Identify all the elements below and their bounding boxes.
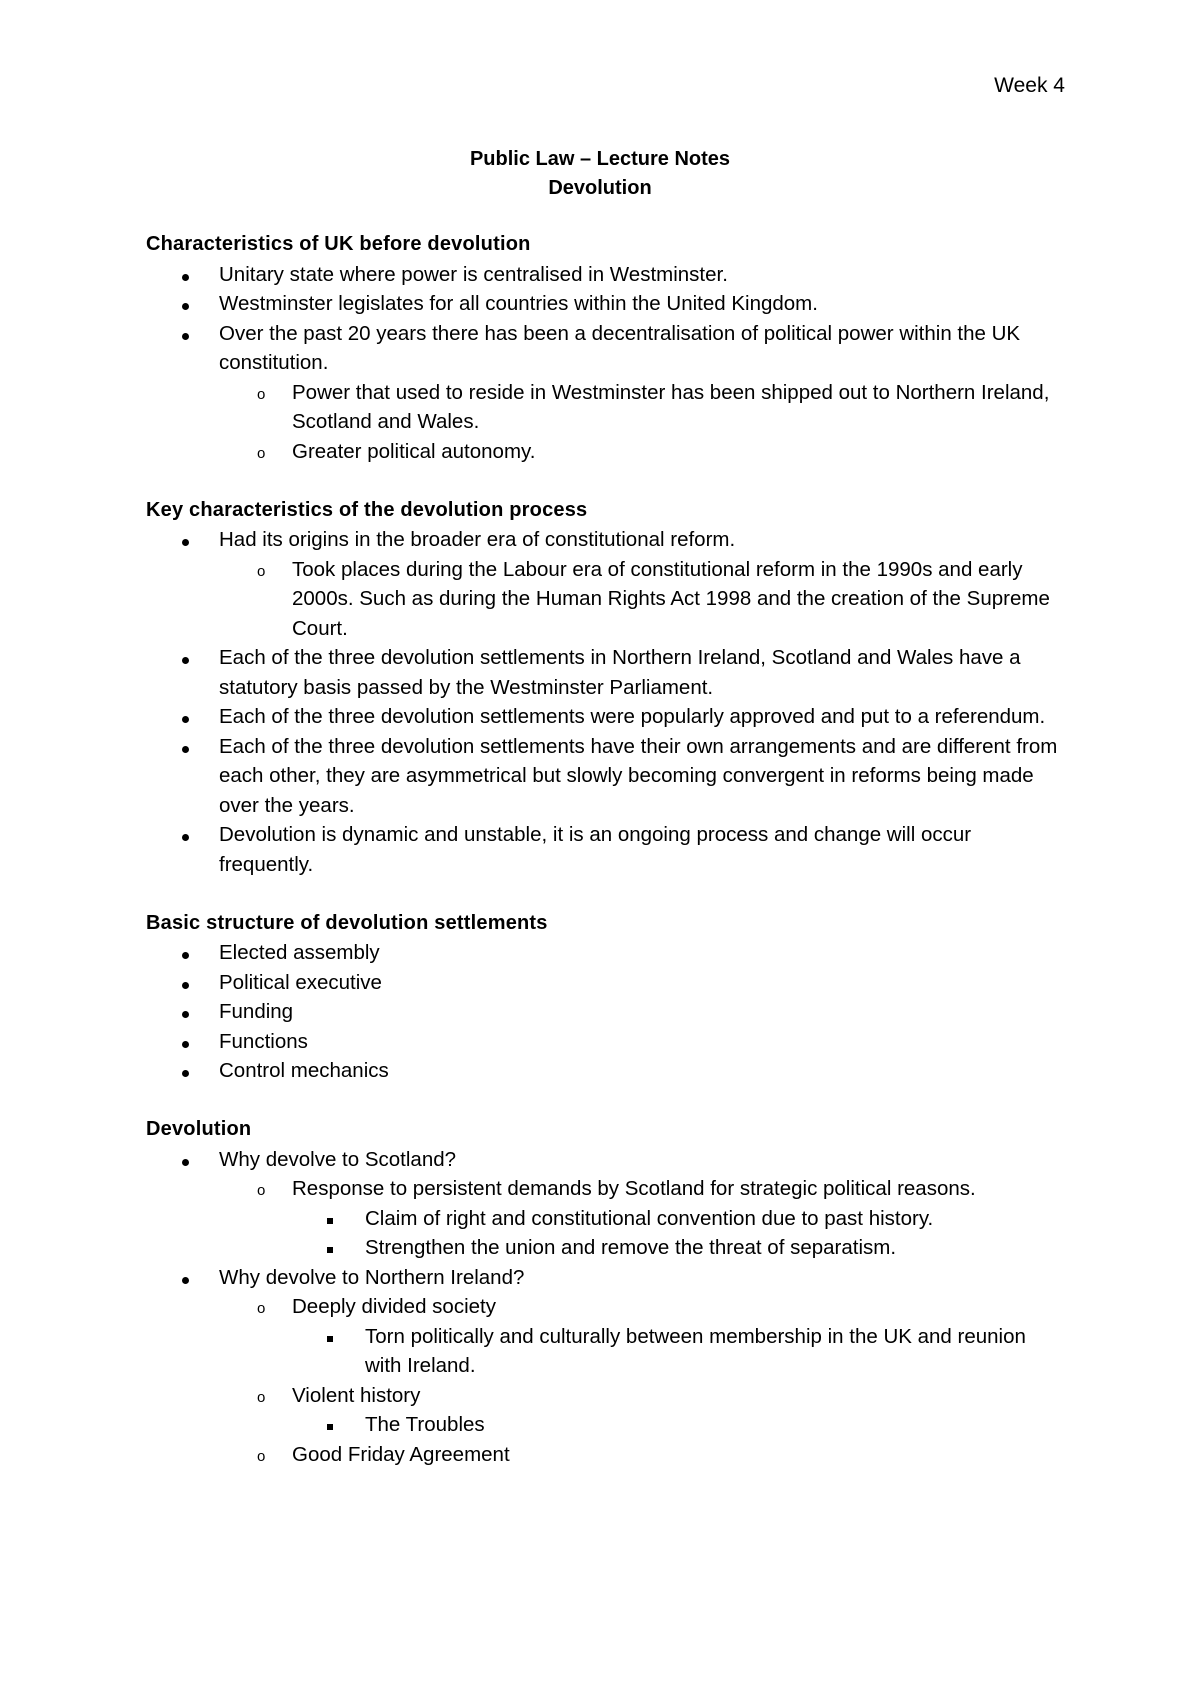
list-item-text: Violent history [292,1383,421,1407]
bullet-square-icon [327,1336,333,1342]
list-item [146,260,1066,290]
list-item [146,1410,1066,1440]
notes-section [146,496,1066,880]
bullet-square-icon [327,1247,333,1253]
bullet-dot-icon [182,1027,189,1057]
list-item [146,1233,1066,1263]
list-item-text: Had its origins in the broader era of constitutional reform. [219,528,736,551]
bullet-dot-icon [182,1011,189,1018]
bullet-dot-icon [182,657,189,664]
bullet-dot-icon [182,303,189,310]
list-item [146,1322,1066,1381]
list-item [146,289,1066,319]
list-item-text: Funding [219,1000,294,1023]
list-item-text: Torn politically and culturally between membership in the UK and reunion with Ireland. [365,1324,1026,1377]
bullet-square-icon [327,1323,333,1353]
bullet-dot-icon [182,952,189,959]
bullet-dot-icon [182,716,189,723]
bullet-circle-icon [257,439,265,469]
list-item-text: Devolution is dynamic and unstable, it is an ongoing process and change will occur frequently. [219,823,972,876]
list-item [146,437,1066,467]
bullet-circle-icon [257,1294,265,1324]
list-item-text: Each of the three devolution settlements in Northern Ireland, Scotland and Wales have a statutory basis passed by the Westminster Parliament. [219,646,1021,699]
list-item-text: Response to persistent demands by Scotland for strategic political reasons. [292,1177,976,1200]
bullet-dot-icon [182,997,189,1027]
bullet-circle-marker: o [257,1300,266,1317]
list-item [146,938,1066,968]
bullet-square-icon [327,1205,333,1235]
section-heading: Basic structure of devolution settlements [146,911,548,934]
bullet-circle-marker: o [257,562,266,580]
bullet-dot-icon [182,1263,189,1293]
list-item-text: Westminster legislates for all countries within the United Kingdom. [219,292,818,315]
bullet-circle-icon [257,380,265,410]
list-item [146,378,1066,437]
bullet-circle-marker: o [257,1388,266,1406]
bullet-dot-icon [182,539,189,546]
bullet-dot-icon [182,643,189,673]
list-item-text: Claim of right and constitutional convention due to past history. [365,1206,934,1230]
bullet-dot-icon [182,820,189,850]
section-heading: Key characteristics of the devolution process [146,498,588,521]
bullet-dot-icon [182,968,189,998]
section-heading: Characteristics of UK before devolution [146,233,531,255]
list-item-text: Deeply divided society [292,1295,496,1318]
bullet-dot-icon [182,1070,189,1077]
list-item-text: Why devolve to Scotland? [219,1147,457,1171]
bullet-list [146,525,1066,879]
list-item-text: Greater political autonomy. [292,439,536,463]
list-item-text: Why devolve to Northern Ireland? [219,1265,525,1289]
list-item [146,820,1066,879]
bullet-dot-icon [182,834,189,841]
list-item [146,1381,1066,1411]
bullet-circle-marker: o [257,444,266,462]
bullet-dot-icon [182,319,189,349]
bullet-dot-icon [182,274,189,281]
page-title: Public Law – Lecture Notes [469,148,731,170]
notes-section [146,1115,1066,1469]
bullet-dot-icon [182,333,189,340]
bullet-list [146,1145,1066,1470]
title-block [0,145,1200,203]
list-item [146,319,1066,378]
notes-content [146,230,1066,1499]
bullet-dot-icon [182,1041,189,1048]
bullet-dot-icon [182,1159,189,1166]
list-item-text: Each of the three devolution settlements have their own arrangements and are different from each other, they are asymmetrical but slowly becoming convergent in reforms being made over the years. [219,734,1058,817]
section-heading: Devolution [146,1118,252,1140]
list-item-text: Unitary state where power is centralised in Westminster. [219,262,728,286]
notes-section [146,230,1066,466]
list-item-text: Political executive [219,970,382,994]
bullet-dot-icon [182,289,189,319]
list-item-text: Over the past 20 years there has been a decentralisation of political power within the UK constitution. [219,321,1021,374]
bullet-dot-icon [182,525,189,555]
list-item [146,997,1066,1027]
bullet-square-icon [327,1218,333,1224]
list-item [146,555,1066,644]
list-item-text: Took places during the Labour era of constitutional reform in the 1990s and early 2000s. Such as during the Human Rights Act 1998 and the creation of the Supreme Court. [292,557,1050,640]
list-item [146,525,1066,555]
list-item [146,1204,1066,1234]
bullet-dot-icon [182,732,189,762]
list-item [146,702,1066,732]
list-item [146,643,1066,702]
bullet-dot-icon [182,1056,189,1086]
page-subtitle: Devolution [548,177,652,199]
list-item [146,1145,1066,1175]
bullet-circle-icon [257,1176,265,1206]
list-item [146,1174,1066,1204]
bullet-circle-icon [257,1442,265,1472]
week-label: Week 4 [994,74,1065,97]
bullet-circle-marker: o [257,385,266,403]
bullet-dot-icon [182,938,189,968]
list-item-text: Functions [219,1029,308,1053]
bullet-circle-icon [257,557,265,587]
notes-section [146,909,1066,1086]
list-item [146,1056,1066,1086]
list-item-text: The Troubles [365,1413,485,1436]
list-item-text: Each of the three devolution settlements were popularly approved and put to a referendum. [219,705,1046,728]
list-item-text: Good Friday Agreement [292,1442,510,1466]
list-item [146,1292,1066,1322]
bullet-dot-icon [182,1277,189,1284]
list-item-text: Strengthen the union and remove the threat of separatism. [365,1236,897,1259]
bullet-dot-icon [182,982,189,989]
bullet-circle-marker: o [257,1447,266,1465]
list-item [146,732,1066,821]
list-item [146,1263,1066,1293]
bullet-square-icon [327,1411,333,1441]
bullet-dot-icon [182,702,189,732]
bullet-square-icon [327,1424,333,1430]
bullet-circle-icon [257,1383,265,1413]
list-item-text: Elected assembly [219,941,380,964]
list-item [146,968,1066,998]
bullet-list [146,938,1066,1086]
bullet-dot-icon [182,260,189,290]
list-item-text: Power that used to reside in Westminster has been shipped out to Northern Ireland, Scotland and Wales. [292,380,1050,433]
bullet-list [146,260,1066,467]
bullet-dot-icon [182,1145,189,1175]
list-item [146,1440,1066,1470]
bullet-circle-marker: o [257,1182,266,1199]
list-item [146,1027,1066,1057]
bullet-dot-icon [182,746,189,753]
bullet-square-icon [327,1234,333,1264]
list-item-text: Control mechanics [219,1059,389,1082]
